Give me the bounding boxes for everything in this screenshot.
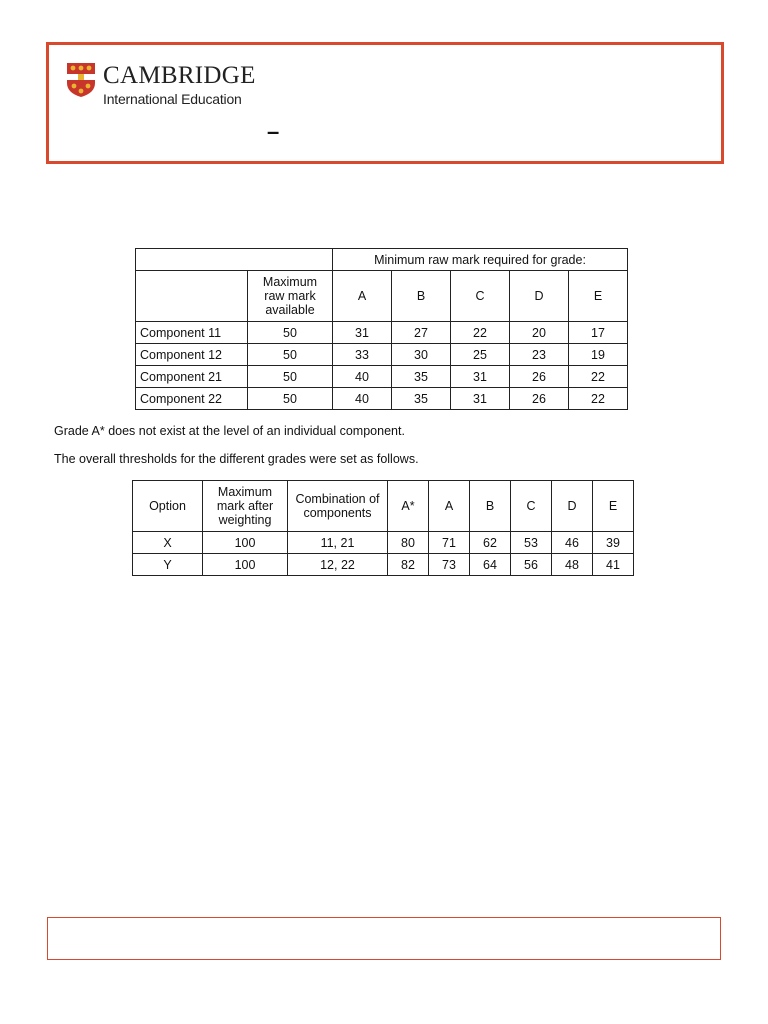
combination-header: Combination of components xyxy=(288,481,388,532)
table-row xyxy=(136,388,628,410)
mark-cell: 25 xyxy=(451,344,510,366)
grade-header: B xyxy=(392,271,451,322)
table-row xyxy=(133,554,634,576)
mark-cell: 20 xyxy=(510,322,569,344)
mark-cell: 26 xyxy=(510,366,569,388)
option-cell: X xyxy=(133,532,203,554)
table-row xyxy=(136,322,628,344)
threshold-cell: 82 xyxy=(388,554,429,576)
threshold-cell: 64 xyxy=(470,554,511,576)
logo-wordmark: CAMBRIDGE xyxy=(103,62,256,89)
max-mark-cell: 50 xyxy=(248,322,333,344)
mark-cell: 27 xyxy=(392,322,451,344)
threshold-cell: 56 xyxy=(511,554,552,576)
grade-group-header: Minimum raw mark required for grade: xyxy=(333,249,628,271)
mark-cell: 31 xyxy=(451,366,510,388)
cambridge-logo xyxy=(67,63,256,107)
grade-header: C xyxy=(451,271,510,322)
combination-cell: 12, 22 xyxy=(288,554,388,576)
max-cell: 100 xyxy=(203,554,288,576)
mark-cell: 22 xyxy=(451,322,510,344)
grade-header: E xyxy=(593,481,634,532)
astar-note: Grade A* does not exist at the level of an individual component. xyxy=(54,424,405,438)
grade-header: D xyxy=(510,271,569,322)
mark-cell: 23 xyxy=(510,344,569,366)
max-weighted-header: Maximum mark after weighting xyxy=(203,481,288,532)
max-raw-mark-header: Maximum raw mark available xyxy=(248,271,333,322)
header-box xyxy=(46,42,724,164)
overall-note: The overall thresholds for the different grades were set as follows. xyxy=(54,452,419,466)
table-row xyxy=(133,532,634,554)
grade-header: A xyxy=(333,271,392,322)
table-row xyxy=(136,366,628,388)
threshold-cell: 73 xyxy=(429,554,470,576)
threshold-cell: 46 xyxy=(552,532,593,554)
empty-header-cell xyxy=(136,249,333,271)
mark-cell: 22 xyxy=(569,388,628,410)
empty-header-cell xyxy=(136,271,248,322)
mark-cell: 26 xyxy=(510,388,569,410)
threshold-cell: 71 xyxy=(429,532,470,554)
mark-cell: 31 xyxy=(451,388,510,410)
cambridge-crest-icon xyxy=(67,63,95,97)
table-row xyxy=(136,344,628,366)
threshold-cell: 53 xyxy=(511,532,552,554)
max-mark-cell: 50 xyxy=(248,366,333,388)
footer-box xyxy=(47,917,721,960)
threshold-cell: 48 xyxy=(552,554,593,576)
title-dash: – xyxy=(267,119,280,144)
component-label: Component 22 xyxy=(136,388,248,410)
mark-cell: 19 xyxy=(569,344,628,366)
mark-cell: 22 xyxy=(569,366,628,388)
grade-header: C xyxy=(511,481,552,532)
grade-header: E xyxy=(569,271,628,322)
mark-cell: 40 xyxy=(333,366,392,388)
component-label: Component 11 xyxy=(136,322,248,344)
option-cell: Y xyxy=(133,554,203,576)
mark-cell: 30 xyxy=(392,344,451,366)
max-mark-cell: 50 xyxy=(248,388,333,410)
component-thresholds-table xyxy=(135,248,628,410)
grade-header: A* xyxy=(388,481,429,532)
component-label: Component 21 xyxy=(136,366,248,388)
grade-header: D xyxy=(552,481,593,532)
mark-cell: 17 xyxy=(569,322,628,344)
mark-cell: 31 xyxy=(333,322,392,344)
mark-cell: 35 xyxy=(392,366,451,388)
option-header: Option xyxy=(133,481,203,532)
component-label: Component 12 xyxy=(136,344,248,366)
threshold-cell: 80 xyxy=(388,532,429,554)
grade-header: B xyxy=(470,481,511,532)
max-mark-cell: 50 xyxy=(248,344,333,366)
threshold-cell: 41 xyxy=(593,554,634,576)
combination-cell: 11, 21 xyxy=(288,532,388,554)
max-cell: 100 xyxy=(203,532,288,554)
threshold-cell: 62 xyxy=(470,532,511,554)
logo-subtitle: International Education xyxy=(103,91,242,107)
threshold-cell: 39 xyxy=(593,532,634,554)
mark-cell: 40 xyxy=(333,388,392,410)
mark-cell: 35 xyxy=(392,388,451,410)
mark-cell: 33 xyxy=(333,344,392,366)
grade-header: A xyxy=(429,481,470,532)
overall-thresholds-table xyxy=(132,480,634,576)
